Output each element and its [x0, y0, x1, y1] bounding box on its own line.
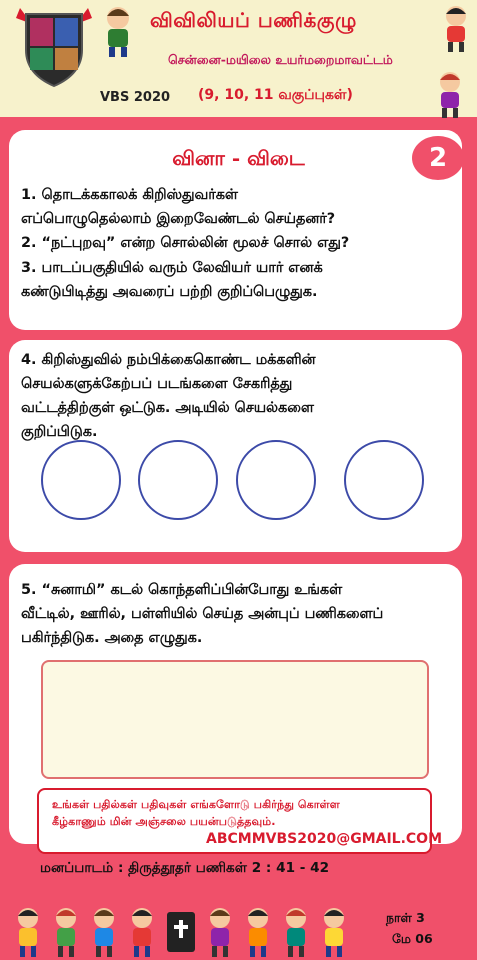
child-cartoon-icon — [316, 906, 352, 958]
day-number-badge: 2 — [412, 136, 464, 180]
child-cartoon-icon — [202, 906, 238, 958]
question-1 — [21, 183, 335, 231]
question-3 — [21, 256, 323, 304]
question-4 — [21, 348, 315, 444]
classes-label: (9, 10, 11 வகுப்புகள்) — [198, 87, 353, 103]
child-cartoon-icon — [124, 906, 160, 958]
child-cartoon-icon — [278, 906, 314, 958]
question-3-line-1: 3. பாடப்பகுதியில் வரும் லேவியர் யார் எனக் — [21, 260, 323, 276]
child-cartoon-icon — [96, 4, 140, 58]
question-4-line-3: வட்டத்திற்குள் ஒட்டுக. அடியில் செயல்களை — [21, 400, 314, 416]
note-line-2: கீழ்காணும் மின் அஞ்சலை பயன்படுத்தவும். — [52, 815, 276, 828]
child-cartoon-icon — [48, 906, 84, 958]
question-2: 2. “நட்புறவு” என்ற சொல்லின் மூலச் சொல் எது? — [21, 235, 350, 251]
child-cartoon-icon — [240, 906, 276, 958]
date-label: மே 06 — [392, 931, 433, 946]
shield-crest-icon — [12, 4, 96, 88]
note-line-1: உங்கள் பதில்கள் பதிவுகள் எங்களோடு பகிர்ந்து கொள்ள — [52, 798, 340, 811]
picture-circle-3[interactable] — [236, 440, 316, 520]
vbs-label: VBS 2020 — [100, 90, 171, 105]
answer-box[interactable] — [41, 660, 429, 779]
picture-circle-1[interactable] — [41, 440, 121, 520]
child-cartoon-icon — [438, 4, 474, 52]
header-subtitle: சென்னை-மயிலை உயர்மறைமாவட்டம் — [168, 52, 393, 67]
header-title: விவிலியப் பணிக்குழு — [150, 8, 357, 32]
question-4-line-1: 4. கிறிஸ்துவில் நம்பிக்கைகொண்ட மக்களின் — [21, 352, 316, 368]
picture-circle-2[interactable] — [138, 440, 218, 520]
memory-verse: மனப்பாடம் : திருத்தூதர் பணிகள் 2 : 41 - 42 — [40, 860, 330, 876]
bible-icon — [164, 908, 198, 956]
question-4-line-4: குறிப்பிடுக. — [21, 424, 98, 440]
child-cartoon-icon — [10, 906, 46, 958]
picture-circle-4[interactable] — [344, 440, 424, 520]
question-5-line-2: வீட்டில், ஊரில், பள்ளியில் செய்த அன்புப் பணிகளைப் — [21, 606, 384, 622]
question-3-line-2: கண்டுபிடித்து அவரைப் பற்றி குறிப்பெழுதுக. — [21, 284, 318, 300]
child-cartoon-icon — [428, 70, 472, 118]
question-1-line-2: எப்பொழுதெல்லாம் இறைவேண்டல் செய்தனர்? — [21, 211, 336, 227]
question-5-line-1: 5. “சுனாமி” கடல் கொந்தளிப்பின்போது உங்கள் — [21, 582, 343, 598]
question-5-line-3: பகிர்ந்திடுக. அதை எழுதுக. — [21, 630, 203, 646]
child-cartoon-icon — [86, 906, 122, 958]
section-title: வினா - விடை — [172, 146, 305, 170]
question-1-line-1: 1. தொடக்ககாலக் கிறிஸ்துவர்கள் — [21, 187, 238, 203]
question-4-line-2: செயல்களுக்கேற்பப் படங்களை சேகரித்து — [21, 376, 293, 392]
day-label: நாள் 3 — [386, 910, 425, 925]
email-address[interactable]: ABCMMVBS2020@GMAIL.COM — [206, 831, 443, 847]
question-5 — [21, 578, 383, 650]
